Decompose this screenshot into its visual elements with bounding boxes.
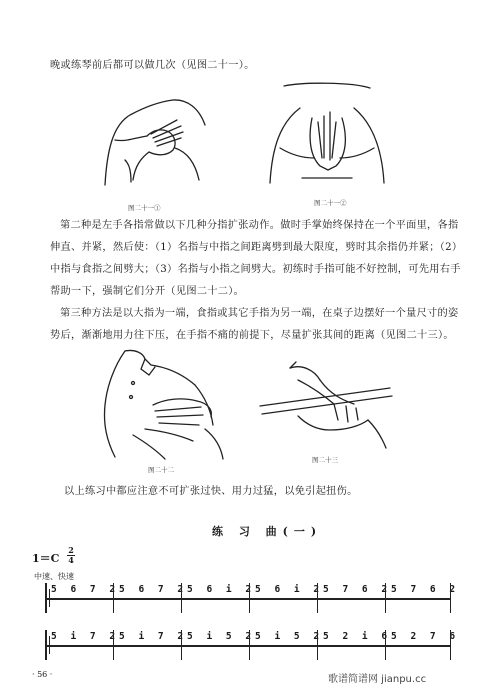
measure: [45, 583, 120, 613]
measure-notes: 5 7 6 2: [323, 584, 392, 595]
caption-fig23: 图二十三: [312, 456, 338, 464]
measure: [317, 583, 392, 613]
measure-notes: 5 i 7 2: [119, 631, 188, 642]
measure-notes: 5 2 i 6: [323, 631, 392, 642]
para2-line1: 第二种是左手各指常做以下几种分指扩张动作。做时手掌始终保持在一个平面里，各指: [60, 220, 459, 231]
measure: [385, 583, 460, 613]
measure: [113, 583, 188, 613]
measure: [317, 630, 392, 660]
figure-21-2-illustration: [262, 78, 392, 190]
measure-notes: 5 6 i 2: [255, 584, 324, 595]
measure-notes: 5 i 5 2: [255, 631, 324, 642]
para3-line1: 第三种方法是以大指为一端，食指或其它手指为另一端，在桌子边摆好一个量尺寸的姿: [60, 308, 459, 319]
measure: [385, 630, 460, 660]
etude-title: 练 习 曲(一): [212, 525, 323, 538]
time-signature-bottom: 4: [68, 555, 74, 565]
measure: [181, 583, 256, 613]
measure: [113, 630, 188, 660]
para2-line2: 伸直、并紧，然后使：（1）名指与中指之间距离劈到最大限度，劈时其余指仍并紧；（2）: [50, 242, 463, 253]
para3-line2: 势后，渐渐地用力往下压，在手指不痛的前提下，尽量扩张其间的距离（见图二十三）。: [50, 330, 454, 341]
measure: [45, 630, 120, 660]
figure-23-illustration: [250, 350, 400, 450]
figure-22-illustration: [85, 345, 235, 463]
figure-21-1-illustration: [95, 80, 215, 190]
measure-notes: 5 i 7 2: [51, 631, 120, 642]
page-number: · 56 ·: [32, 670, 53, 679]
measure-notes: 5 2 7 6: [391, 631, 460, 642]
measure: [181, 630, 256, 660]
notation-row-2: [45, 630, 460, 660]
key-signature: 1＝C: [32, 552, 60, 565]
time-signature-top: 2: [68, 545, 74, 555]
caption-fig21-1: 图二十一①: [128, 204, 161, 212]
measure-notes: 5 6 i 2: [187, 584, 256, 595]
measure: [249, 630, 324, 660]
barline: [450, 583, 451, 613]
text-line-intro: 晚或练琴前后都可以做几次（见图二十一）。: [50, 60, 255, 71]
para2-line3: 中指与食指之间劈大；（3）名指与小指之间劈大。初练时手指可能不好控制，可先用右手: [50, 264, 461, 275]
measure: [249, 583, 324, 613]
tempo-marking: 中速、快速: [34, 572, 74, 581]
time-signature: [66, 546, 76, 565]
measure-notes: 5 6 7 2: [119, 584, 188, 595]
caption-fig22: 图二十二: [148, 466, 174, 474]
measure-notes: 5 7 6 2: [391, 584, 460, 595]
caption-fig21-2: 图二十一②: [314, 199, 347, 207]
notation-row-1: [45, 583, 460, 613]
measure-notes: 5 i 5 2: [187, 631, 256, 642]
para2-line4: 帮助一下，强制它们分开（见图二十二）。: [50, 286, 245, 297]
para4: 以上练习中都应注意不可扩张过快、用力过猛，以免引起扭伤。: [64, 486, 358, 497]
measure-notes: 5 6 7 2: [51, 584, 120, 595]
barline: [450, 630, 451, 660]
watermark: 歌谱简谱网 jianpu.cc: [328, 674, 427, 685]
